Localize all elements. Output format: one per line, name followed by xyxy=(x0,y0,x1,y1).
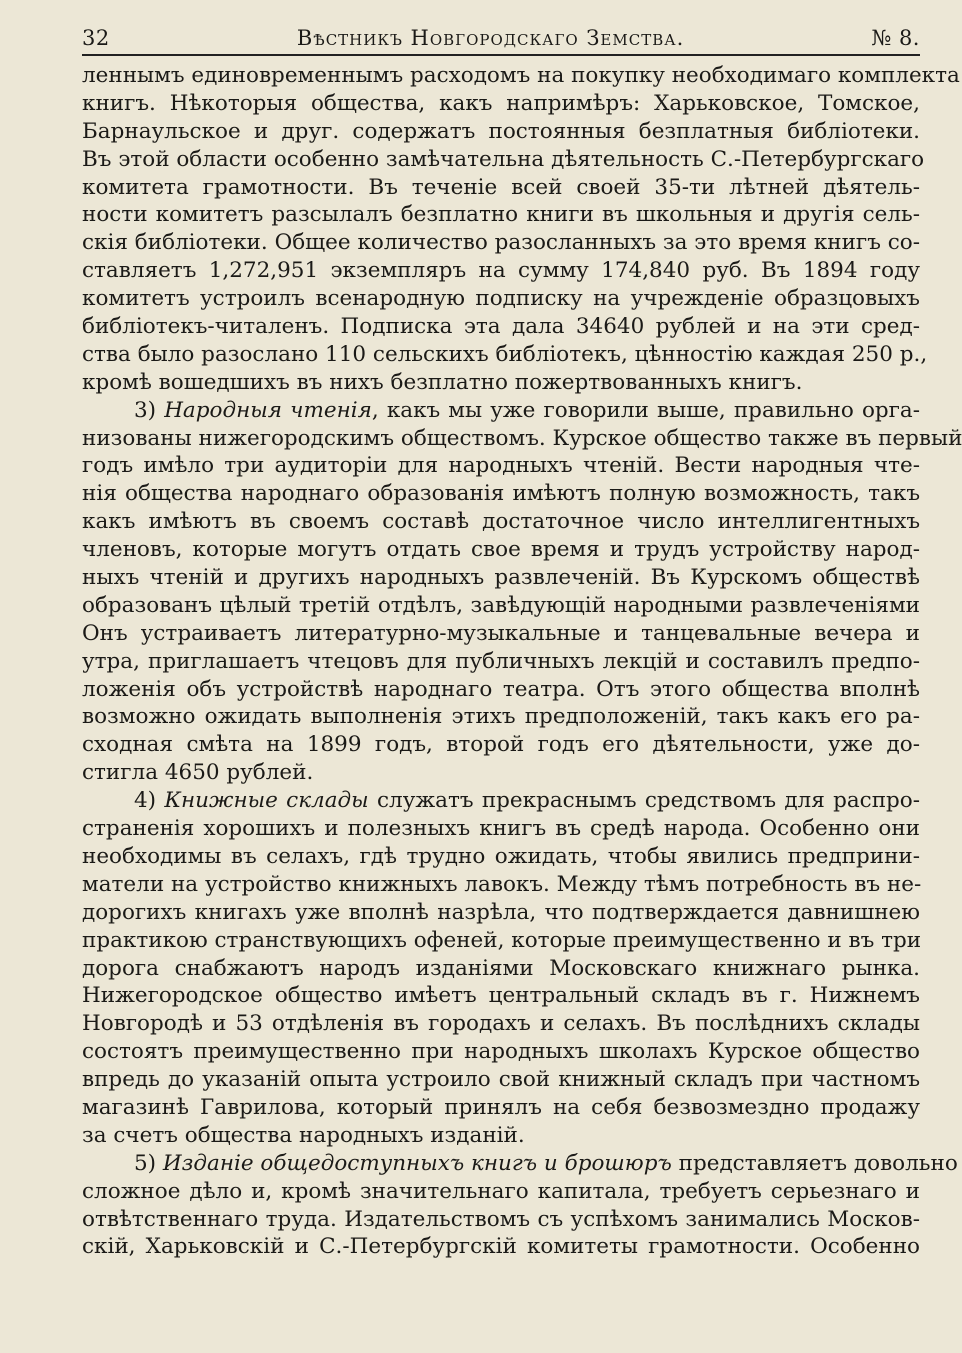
text-line: состоятъ преимущественно при народныхъ школахъ Курское общество xyxy=(82,1039,920,1065)
line-text: представляетъ довольно xyxy=(671,1150,958,1176)
text-line: годъ имѣло три аудиторіи для народныхъ чтеній. Вести народныя чте- xyxy=(82,453,920,479)
text-line: ности комитетъ разсылалъ безплатно книги въ школьныя и другія сель- xyxy=(82,202,920,228)
text-line: книгъ. Нѣкоторыя общества, какъ напримѣръ: Харьковское, Томское, xyxy=(82,90,920,116)
text-line: сложное дѣло и, кромѣ значительнаго капитала, требуетъ серьезнаго и xyxy=(82,1178,920,1204)
text-line: Барнаульское и друг. содержатъ постоянныя безплатныя библіотеки. xyxy=(82,118,920,144)
text-line: комитетъ устроилъ всенародную подписку на учрежденіе образцовыхъ xyxy=(82,286,920,312)
text-line: леннымъ единовременнымъ расходомъ на покупку необходимаго комплекта xyxy=(82,63,960,88)
text-line: комитета грамотности. Въ теченіе всей своей 35-ти лѣтней дѣятель- xyxy=(82,174,920,200)
paragraph-number: 4) xyxy=(134,788,165,814)
text-line: ныхъ чтеній и другихъ народныхъ развлеченій. Въ Курскомъ обществѣ xyxy=(82,565,920,591)
journal-title: Вѣстникъ Новгородскаго Земства. xyxy=(296,26,685,50)
text-line: Новгородѣ и 53 отдѣленія въ городахъ и селахъ. Въ послѣднихъ склады xyxy=(82,1011,920,1037)
line-text: служатъ прекраснымъ средствомъ для распро- xyxy=(368,788,921,814)
text-line: отвѣтственнаго труда. Издательствомъ съ успѣхомъ занимались Москов- xyxy=(82,1206,920,1232)
text-line: необходимы въ селахъ, гдѣ трудно ожидать, чтобы явились предприни- xyxy=(82,843,920,869)
text-line: страненія хорошихъ и полезныхъ книгъ въ средѣ народа. Особенно они xyxy=(82,816,920,842)
section-term: Изданіе общедоступныхъ книгъ и брошюръ xyxy=(162,1150,672,1176)
section-term: Народныя чтенія xyxy=(164,397,372,423)
section-term: Книжные склады xyxy=(164,788,369,814)
text-line xyxy=(82,787,920,815)
text-line: стигла 4650 рублей. xyxy=(82,760,314,786)
paragraph-number: 3) xyxy=(134,397,165,423)
text-line: образованъ цѣлый третій отдѣлъ, завѣдующій народными развлеченіями xyxy=(82,592,920,618)
text-line: ства было разослано 110 сельскихъ библіотекъ, цѣнностію каждая 250 р., xyxy=(82,341,928,367)
text-line: возможно ожидать выполненія этихъ предположеній, такъ какъ его ра- xyxy=(82,704,920,730)
text-line: утра, приглашаетъ чтецовъ для публичныхъ лекцій и составилъ предпо- xyxy=(82,648,920,674)
text-line: членовъ, которые могутъ отдать свое время и трудъ устройству народ- xyxy=(82,537,920,563)
text-line: низованы нижегородскимъ обществомъ. Курское общество также въ первый xyxy=(82,425,962,451)
text-line: дорога снабжаютъ народъ изданіями Московскаго книжнаго рынка. xyxy=(82,955,920,981)
text-line: Нижегородское общество имѣетъ центральный складъ въ г. Нижнемъ xyxy=(82,983,920,1009)
text-line: какъ имѣютъ въ своемъ составѣ достаточное число интеллигентныхъ xyxy=(82,509,920,535)
text-line: магазинѣ Гаврилова, который принялъ на себя безвозмездно продажу xyxy=(82,1094,920,1120)
text-line: библіотекъ-читаленъ. Подписка эта дала 34640 рублей и на эти сред- xyxy=(82,314,920,340)
running-header xyxy=(82,26,920,56)
line-text: , какъ мы уже говорили выше, правильно орга- xyxy=(371,397,921,423)
text-line: скій, Харьковскій и С.-Петербургскій комитеты грамотности. Особенно xyxy=(82,1234,920,1260)
issue-number: № 8. xyxy=(871,26,920,50)
text-line: матели на устройство книжныхъ лавокъ. Между тѣмъ потребность въ не- xyxy=(82,871,922,897)
text-line: ложенія объ устройствѣ народнаго театра. Отъ этого общества вполнѣ xyxy=(82,676,920,702)
text-line: за счетъ общества народныхъ изданій. xyxy=(82,1122,525,1148)
text-line: дорогихъ книгахъ уже вполнѣ назрѣла, что подтверждается давнишнею xyxy=(82,899,920,925)
text-line: ставляетъ 1,272,951 экземпляръ на сумму 174,840 руб. Въ 1894 году xyxy=(82,258,920,284)
page-number: 32 xyxy=(82,26,110,50)
text-line: Онъ устраиваетъ литературно-музыкальные и танцевальные вечера и xyxy=(82,620,920,646)
text-line: впредь до указаній опыта устроило свой книжный складъ при частномъ xyxy=(82,1067,920,1093)
text-line xyxy=(82,397,920,425)
text-line: кромѣ вошедшихъ въ нихъ безплатно пожертвованныхъ книгъ. xyxy=(82,369,803,395)
text-line xyxy=(82,1150,958,1178)
text-line: практикою странствующихъ офеней, которые преимущественно и въ три xyxy=(82,927,922,953)
paragraph-number: 5) xyxy=(134,1150,163,1176)
text-line: скія библіотеки. Общее количество разосланныхъ за это время книгъ со- xyxy=(82,230,920,256)
text-line: нія общества народнаго образованія имѣютъ полную возможность, такъ xyxy=(82,481,920,507)
text-line: сходная смѣта на 1899 годъ, второй годъ его дѣятельности, уже до- xyxy=(82,732,920,758)
text-line: Въ этой области особенно замѣчательна дѣятельность С.-Петербургскаго xyxy=(82,146,925,172)
article-body xyxy=(82,62,962,1261)
